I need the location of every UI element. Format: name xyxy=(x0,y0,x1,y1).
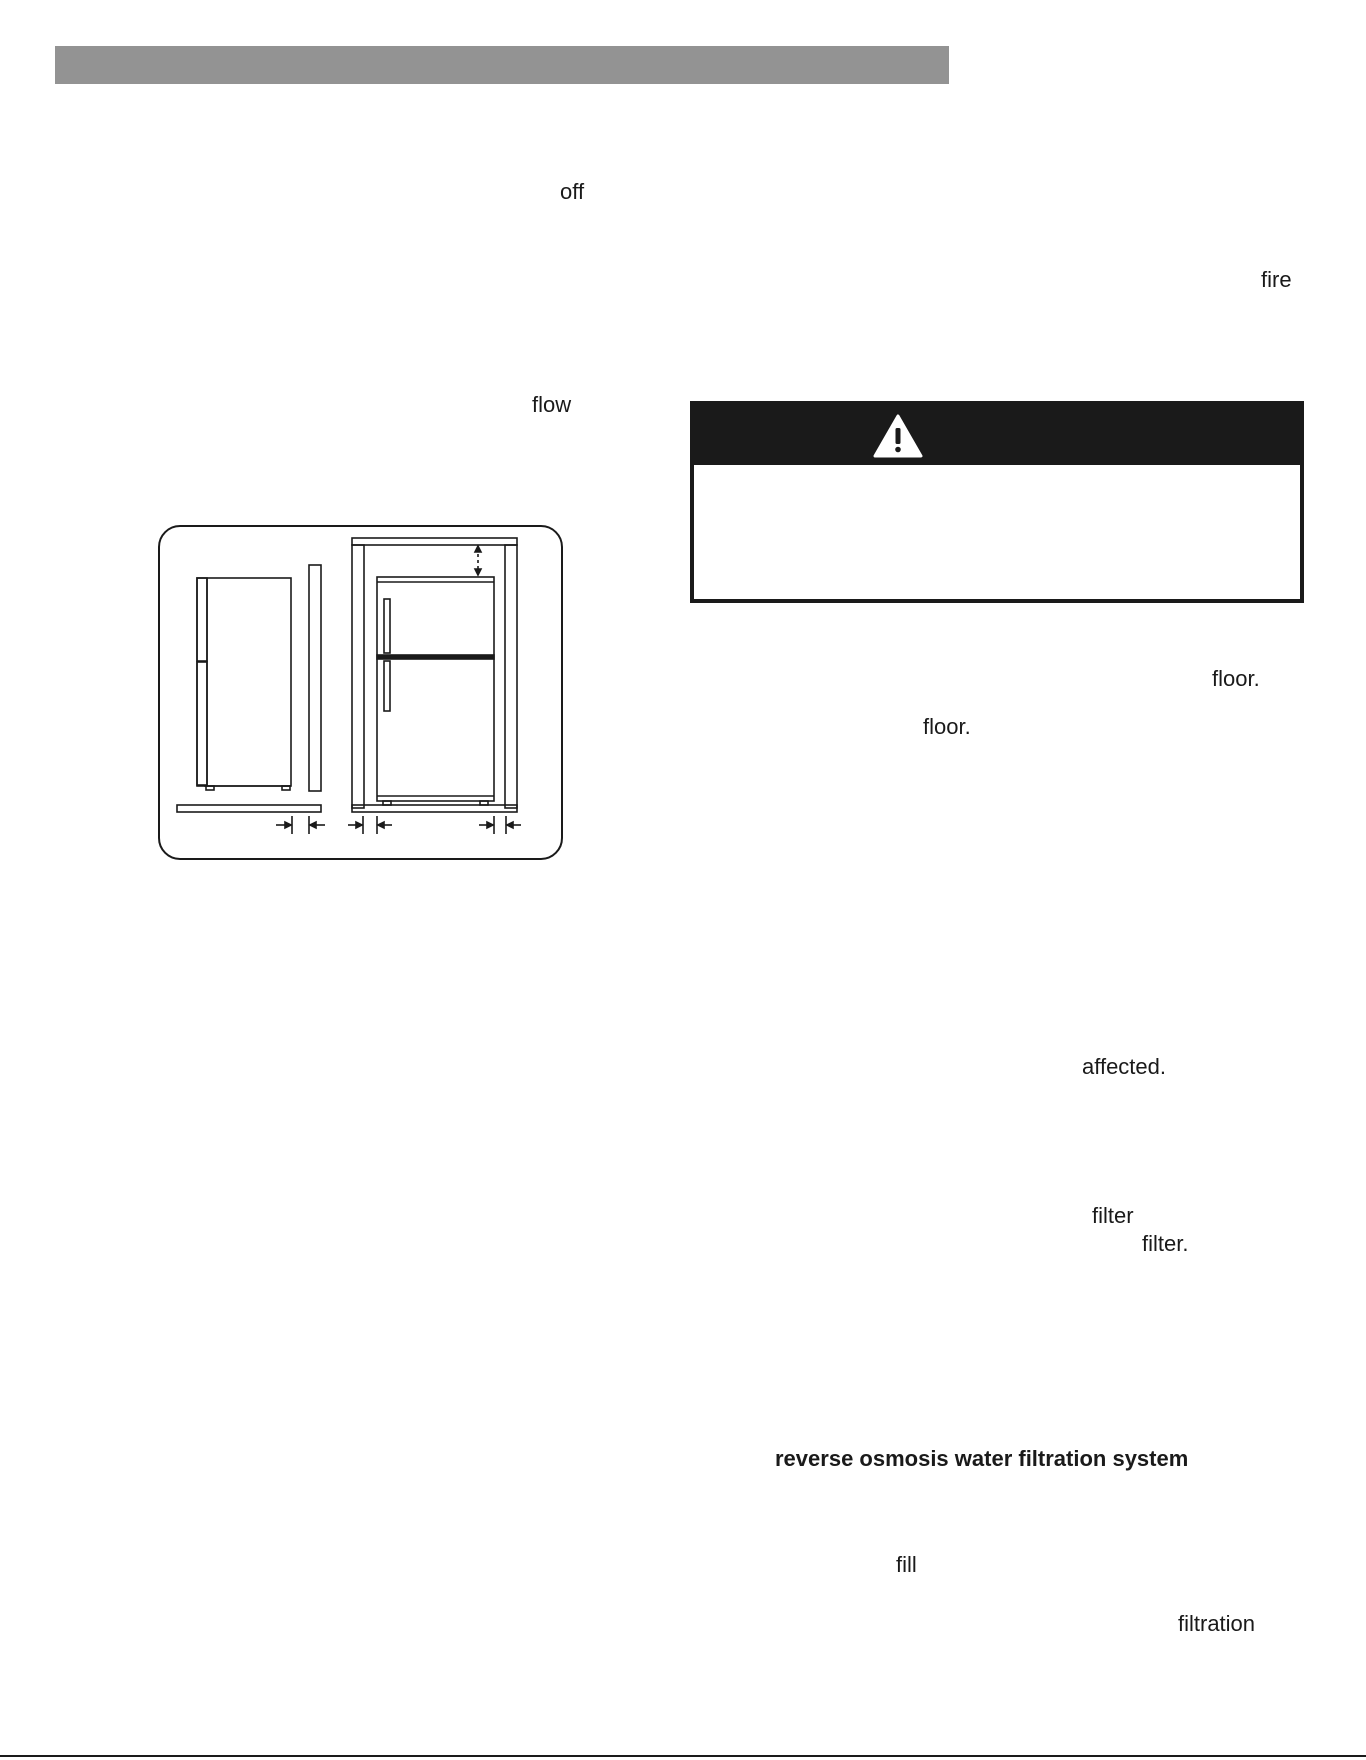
warning-triangle-icon xyxy=(872,413,924,459)
front-view xyxy=(348,538,521,834)
warning-box xyxy=(690,401,1304,603)
top-clearance-arrowhead-down xyxy=(475,569,481,575)
side-clearance-arrowhead-right xyxy=(310,822,316,828)
text-fragment-floor-1: floor. xyxy=(1212,666,1260,691)
front-view-enclosure-top xyxy=(352,538,517,545)
front-view-cabinet xyxy=(377,577,494,801)
warning-header xyxy=(694,405,1300,465)
side-view-floor xyxy=(177,805,321,812)
side-view-foot-rear xyxy=(282,786,290,790)
right-clearance-arrowhead-left xyxy=(487,822,493,828)
front-view-floor xyxy=(352,805,517,812)
side-view xyxy=(177,565,325,834)
left-clearance-arrowhead-right xyxy=(378,822,384,828)
text-fragment-floor-2: floor. xyxy=(923,714,971,739)
text-fragment-filter-1: filter xyxy=(1092,1203,1134,1228)
text-fragment-filter-2: filter. xyxy=(1142,1231,1189,1256)
text-fragment-flow: flow xyxy=(532,392,572,417)
side-view-cabinet xyxy=(197,578,291,786)
front-view-foot-right xyxy=(480,801,488,805)
side-view-foot-front xyxy=(206,786,214,790)
refrigerator-clearance-diagram xyxy=(158,525,563,860)
text-fragment-fill: fill xyxy=(896,1552,917,1577)
front-view-handle-top xyxy=(384,599,390,653)
right-clearance-arrowhead-right xyxy=(507,822,513,828)
side-view-back-wall xyxy=(309,565,321,791)
text-fragment-fire: fire xyxy=(1261,267,1292,292)
front-view-foot-left xyxy=(383,801,391,805)
footer-rule xyxy=(0,1755,1366,1757)
text-fragment-affected: affected. xyxy=(1082,1054,1166,1079)
top-clearance-arrowhead-up xyxy=(475,546,481,552)
text-fragment-off: off xyxy=(560,179,585,204)
side-view-door-top xyxy=(197,578,207,661)
front-view-handle-bottom xyxy=(384,661,390,711)
front-view-door-divider xyxy=(377,655,494,659)
side-view-door-bottom xyxy=(197,662,207,785)
left-clearance-arrowhead-left xyxy=(356,822,362,828)
section-header-bar xyxy=(55,46,949,84)
text-fragment-ro-system: reverse osmosis water filtration system xyxy=(775,1446,1189,1471)
front-view-enclosure-left xyxy=(352,545,364,808)
front-view-enclosure-right xyxy=(505,545,517,808)
side-clearance-arrowhead-left xyxy=(285,822,291,828)
clearance-diagram-drawing xyxy=(160,527,560,857)
text-fragment-filtration: filtration xyxy=(1178,1611,1256,1636)
